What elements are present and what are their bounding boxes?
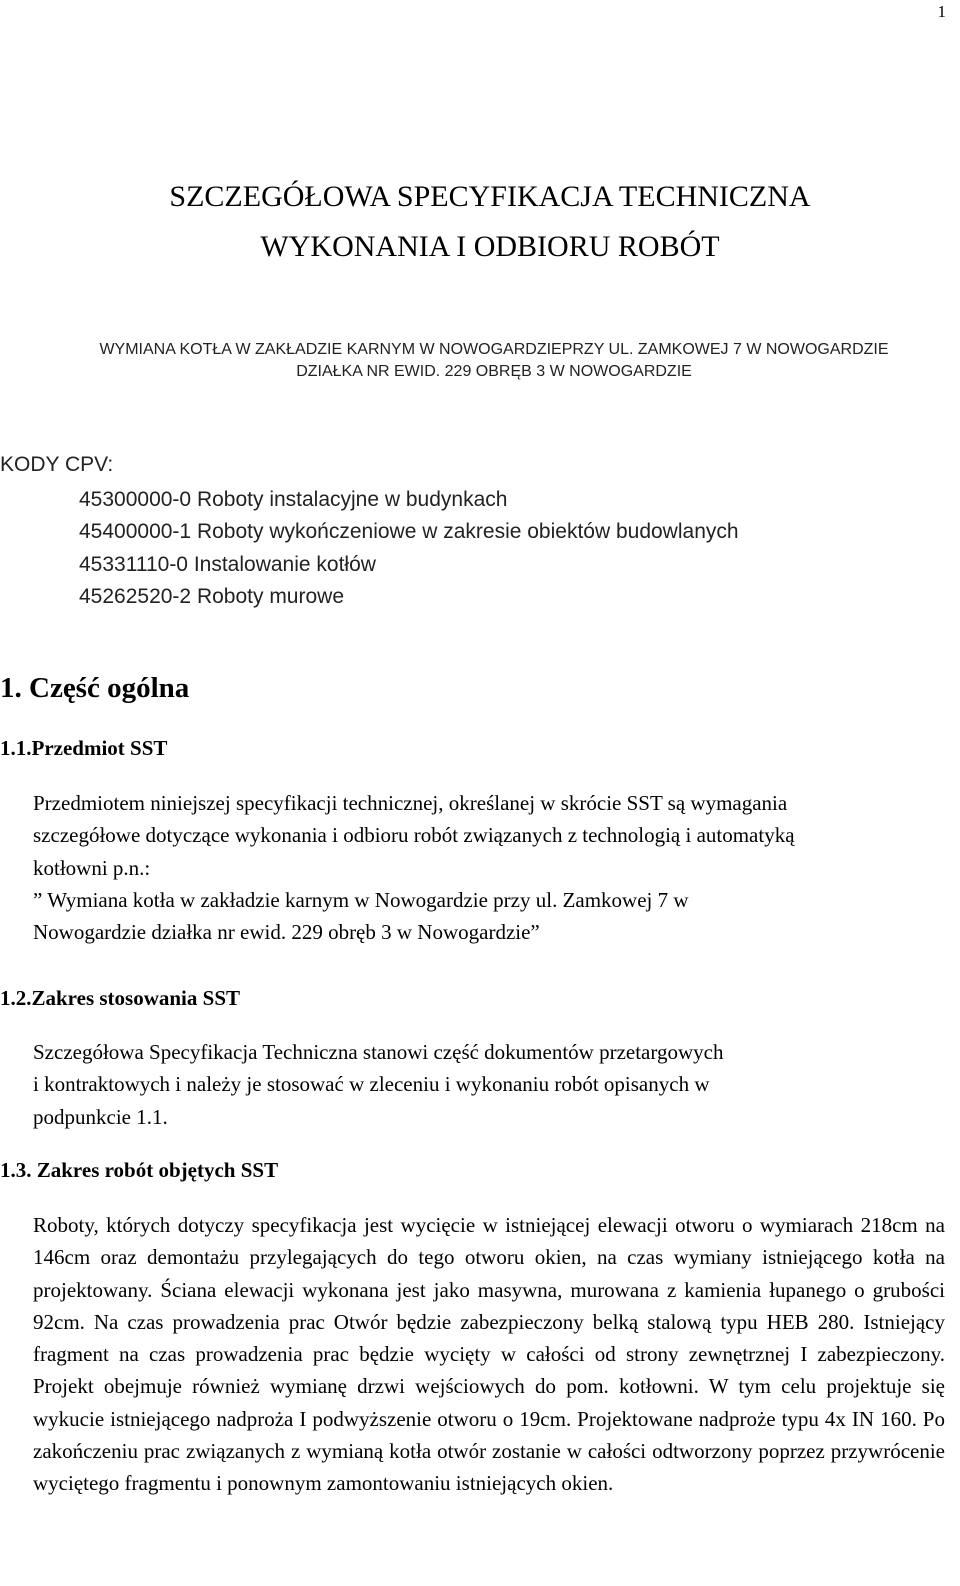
section-heading: 1. Część ogólna: [0, 672, 190, 704]
cpv-item: 45331110-0 Instalowanie kotłów: [79, 552, 376, 576]
cpv-item: 45300000-0 Roboty instalacyjne w budynkach: [79, 488, 508, 511]
cpv-item: 45262520-2 Roboty murowe: [79, 584, 345, 608]
subsection-heading-1-2: 1.2.Zakres stosowania SST: [0, 986, 241, 1010]
subsection-heading-1-3: 1.3. Zakres robót objętych SST: [0, 1158, 279, 1182]
project-subtitle-line-2: DZIAŁKA NR EWID. 229 OBRĘB 3 W NOWOGARDZIE: [296, 363, 692, 380]
subsection-paragraph-1-1: [33, 787, 945, 948]
project-subtitle-line-1: WYMIANA KOTŁA W ZAKŁADZIE KARNYM W NOWOGARDZIEPRZY UL. ZAMKOWEJ 7 W NOWOGARDZIE: [99, 341, 889, 358]
paragraph-line: Nowogardzie działka nr ewid. 229 obręb 3 w Nowogardzie”: [33, 920, 540, 945]
paragraph-line: szczegółowe dotyczące wykonania i odbioru robót związanych z technologią i automatyką: [33, 823, 795, 848]
document-title-line-1: SZCZEGÓŁOWA SPECYFIKACJA TECHNICZNA: [169, 180, 811, 213]
project-subtitle: [10, 339, 960, 383]
document-title-line-2: WYKONANIA I ODBIORU ROBÓT: [260, 230, 720, 263]
paragraph-line: i kontraktowych i należy je stosować w zleceniu i wykonaniu robót opisanych w: [33, 1072, 710, 1097]
paragraph-line: Szczegółowa Specyfikacja Techniczna stanowi część dokumentów przetargowych: [33, 1040, 724, 1064]
subsection-paragraph-1-2: [33, 1036, 945, 1133]
subsection-paragraph-1-3: Roboty, których dotyczy specyfikacja jest wycięcie w istniejącej elewacji otworu o wymiarach 218cm na 146cm oraz demontażu przylegających do tego otworu okien, na czas wymiany istniejącego kotła na projektowany. Ściana elewacji wykonana jest jako masywna, murowana z kamienia łupanego o grubości 92cm. Na czas prowadzenia prac Otwór będzie zabezpieczony belką stalową typu HEB 280. Istniejący fragment na czas prowadzenia prac będzie wycięty w całości od strony zewnętrznej I zabezpieczony. Projekt obejmuje również wymianę drzwi wejściowych do pom. kotłowni. W tym celu projektuje się wykucie istniejącego nadproża I podwyższenie otworu o 19cm. Projektowane nadproże typu 4x IN 160. Po zakończeniu prac związanych z wymianą kotła otwór zostanie w całości odtworzony poprzez przywrócenie wyciętego fragmentu i ponownym zamontowaniu istniejących okien.: [33, 1213, 945, 1496]
cpv-label: KODY CPV:: [0, 453, 114, 476]
paragraph-line: kotłowni p.n.:: [33, 855, 151, 880]
page-number: 1: [937, 2, 946, 21]
paragraph-line: podpunkcie 1.1.: [33, 1104, 168, 1129]
paragraph-line: Przedmiotem niniejszej specyfikacji technicznej, określanej w skrócie SST są wymagania: [33, 791, 788, 815]
cpv-list: [79, 484, 739, 613]
subsection-heading-1-1: 1.1.Przedmiot SST: [0, 736, 168, 760]
cpv-item: 45400000-1 Roboty wykończeniowe w zakresie obiektów budowlanych: [79, 520, 739, 544]
paragraph-line: ” Wymiana kotła w zakładzie karnym w Nowogardzie przy ul. Zamkowej 7 w: [33, 887, 689, 912]
